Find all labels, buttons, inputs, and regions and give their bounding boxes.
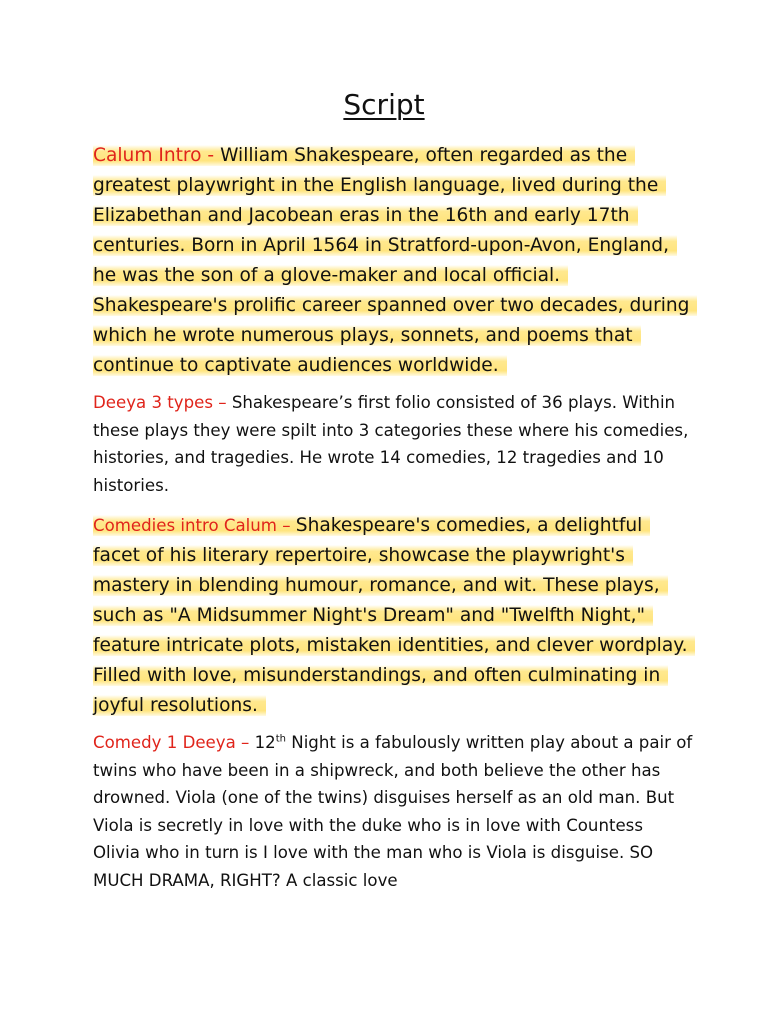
- section-comedies-intro: [93, 511, 693, 721]
- speaker-label: Deeya 3 types –: [93, 393, 232, 412]
- section-deeya-types: [93, 389, 693, 499]
- section-text: William Shakespeare, often regarded as the greatest playwright in the English language, lived during the Elizabethan and Jacobean eras in the 16th and early 17th centuries. Born in April 1564 in Stratford-upon-Avon, England, he was the son of a glove-maker and local official. Shakespeare's prolific career spanned over two decades, during which he wrote numerous plays, sonnets, and poems that continue to captivate audiences worldwide.: [93, 145, 690, 376]
- speaker-label: Calum Intro -: [93, 145, 221, 166]
- play-number: 12: [254, 733, 276, 752]
- section-text: Night is a fabulously written play about a pair of twins who have been in a shipwreck, and both believe the other has drowned. Viola (one of the twins) disguises herself as an old man. But Viola is secretly in love with the duke who is in love with Countess Olivia who in turn is I love with the man who is Viola is disguise. SO MUCH DRAMA, RIGHT? A classic love: [93, 733, 693, 890]
- speaker-label: Comedies intro Calum –: [93, 516, 296, 535]
- superscript: th: [275, 733, 286, 745]
- section-text: Shakespeare's comedies, a delightful facet of his literary repertoire, showcase the playwright's mastery in blending humour, romance, and wit. These plays, such as "A Midsummer Night's Dream" and "Twelfth Night," feature intricate plots, mistaken identities, and clever wordplay. Filled with love, misunderstandings, and often culminating in joyful resolutions.: [93, 515, 688, 716]
- section-text: Shakespeare’s first folio consisted of 36 plays. Within these plays they were spilt into 3 categories these where his comedies, histories, and tragedies. He wrote 14 comedies, 12 tragedies and 10 histories.: [93, 393, 689, 495]
- section-calum-intro: [93, 141, 693, 381]
- highlight: [93, 145, 697, 376]
- highlight: [93, 515, 695, 716]
- section-comedy-1: [93, 729, 693, 895]
- page-title: Script: [343, 88, 425, 121]
- speaker-label: Comedy 1 Deeya –: [93, 733, 255, 752]
